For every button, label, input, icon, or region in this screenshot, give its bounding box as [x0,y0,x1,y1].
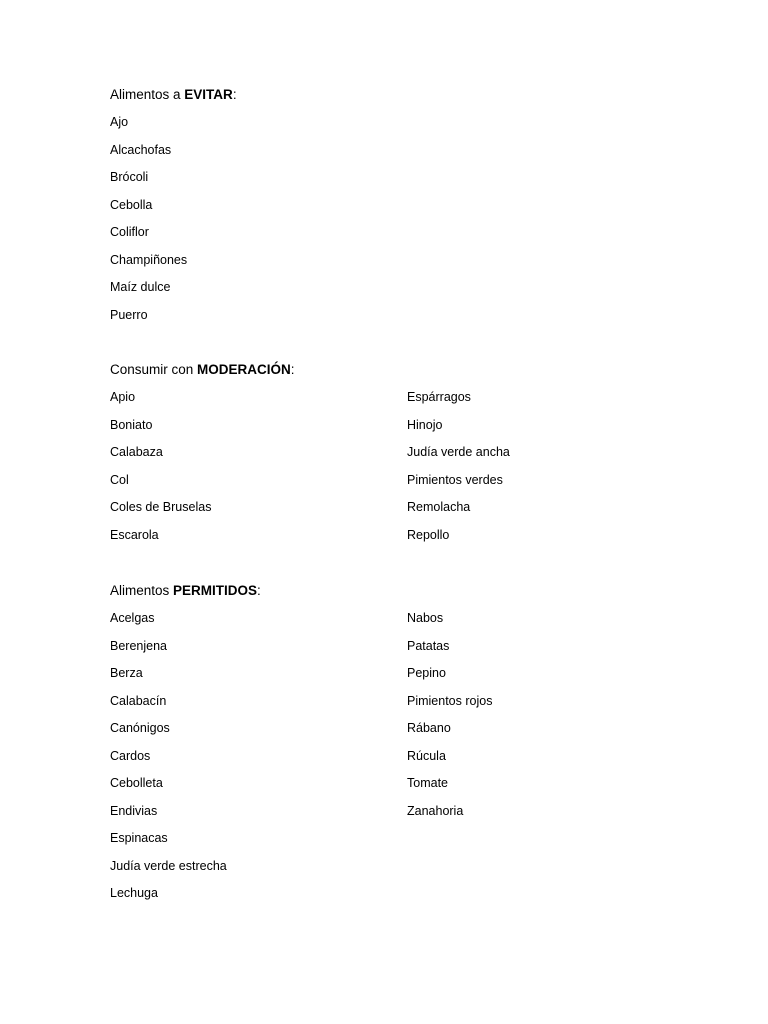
list-item: Apio [110,390,136,404]
list-item: Brócoli [110,170,149,184]
section-moderacion [110,361,710,542]
list-item: Judía verde estrecha [110,858,227,873]
list-item: Cebolla [110,197,153,212]
list-item: Ajo [110,115,129,129]
list-item: Cardos [110,748,151,763]
list-item: Espinacas [110,831,168,845]
list-item: Espárragos [407,390,471,404]
list-item: Coles de Bruselas [110,500,212,514]
list-item: Cebolleta [110,776,163,790]
list-item: Rábano [407,721,451,735]
heading-keyword: MODERACIÓN [197,362,291,377]
list-item: Judía verde ancha [407,445,510,459]
list-item: Champiñones [110,252,188,267]
list-item: Col [110,472,129,487]
section-heading-moderacion [110,361,710,379]
list-item: Calabaza [110,445,163,459]
section-heading-evitar [110,86,710,104]
list-item: Canónigos [110,721,170,735]
section-evitar [110,86,710,322]
heading-keyword: EVITAR [184,87,233,102]
list-item: Berza [110,666,143,680]
list-item: Coliflor [110,225,149,239]
list-item: Maíz dulce [110,280,171,294]
list-item: Pimientos rojos [407,693,493,708]
heading-suffix: : [290,362,295,377]
list-item: Alcachofas [110,142,172,157]
list-item: Boniato [110,417,153,432]
list-item: Berenjena [110,638,167,653]
list-item: Patatas [407,638,450,653]
section-heading-permitidos [110,582,710,600]
list-item: Remolacha [407,500,471,514]
list-item: Escarola [110,527,159,542]
list-column-left [110,389,211,554]
list-column-left [110,114,187,334]
heading-prefix: Alimentos [110,583,174,598]
list-column-right [407,389,510,554]
heading-suffix: : [257,583,261,598]
list-item: Repollo [407,527,450,542]
list-item: Puerro [110,307,148,322]
list-item: Pimientos verdes [407,472,503,487]
heading-prefix: Consumir con [110,362,198,377]
list-item: Rúcula [407,748,446,763]
list-item: Endivias [110,803,158,818]
list-item: Pepino [407,666,446,680]
heading-prefix: Alimentos a [110,87,185,102]
list-item: Calabacín [110,693,167,708]
list-column-left [110,610,227,913]
heading-suffix: : [232,87,237,102]
list-column-right [407,610,492,830]
section-permitidos [110,582,710,900]
list-item: Hinojo [407,417,443,432]
list-item: Nabos [407,611,444,625]
list-item: Tomate [407,776,448,790]
list-item: Acelgas [110,611,155,625]
list-item: Lechuga [110,886,158,900]
heading-keyword: PERMITIDOS [173,583,258,598]
list-item: Zanahoria [407,803,464,818]
